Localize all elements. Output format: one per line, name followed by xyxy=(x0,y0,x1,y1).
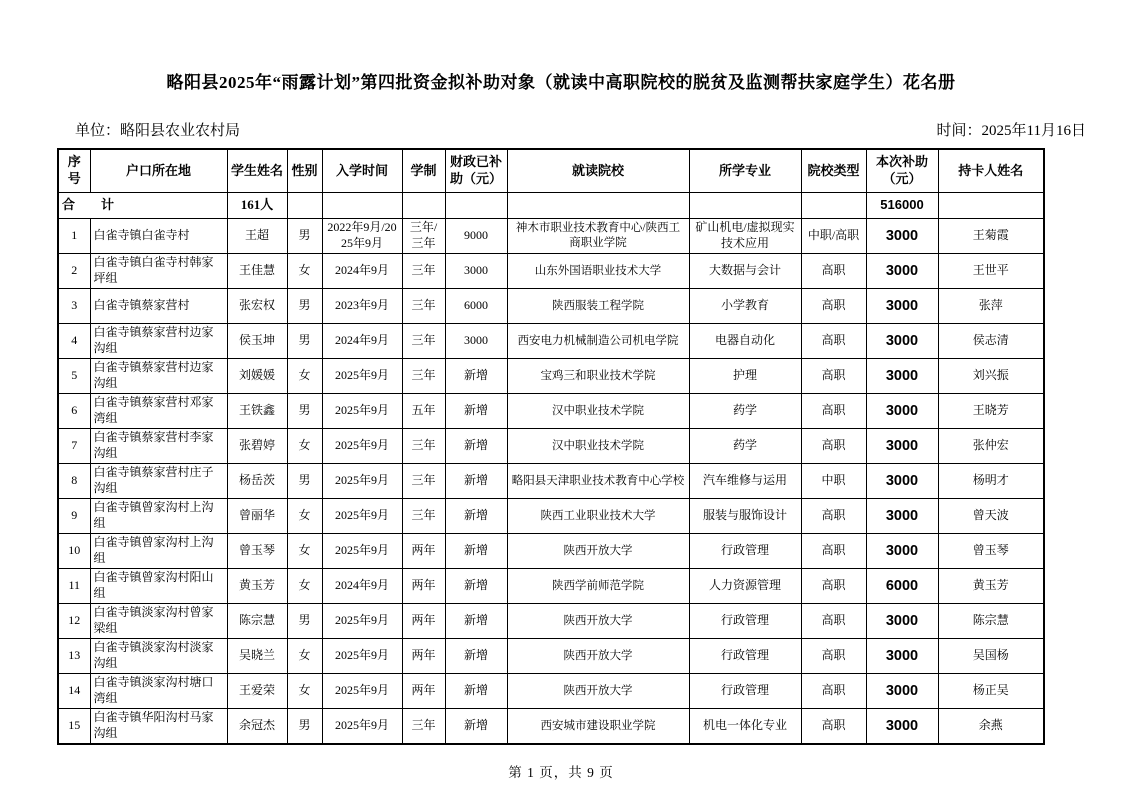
table-row xyxy=(58,464,1044,499)
cell-school: 山东外国语职业技术大学 xyxy=(507,254,689,289)
cell-gender: 女 xyxy=(287,569,322,604)
cell-enroll-date: 2022年9月/2025年9月 xyxy=(322,219,402,254)
cell-seq: 2 xyxy=(58,254,90,289)
cell-gender: 男 xyxy=(287,324,322,359)
cell-major: 行政管理 xyxy=(689,604,801,639)
table-row xyxy=(58,324,1044,359)
cell-gender: 男 xyxy=(287,709,322,745)
cell-school-type: 高职 xyxy=(801,674,866,709)
cell-duration: 两年 xyxy=(402,604,445,639)
header-school-type: 院校类型 xyxy=(801,149,866,193)
cell-major: 汽车维修与运用 xyxy=(689,464,801,499)
page-number: 第 1 页，共 9 页 xyxy=(508,765,614,780)
cell-cardholder: 侯志清 xyxy=(938,324,1044,359)
header-enroll-date: 入学时间 xyxy=(322,149,402,193)
cell-prior-subsidy: 新增 xyxy=(445,429,507,464)
unit-label: 单位：略阳县农业农村局 xyxy=(75,123,241,139)
cell-enroll-date: 2025年9月 xyxy=(322,359,402,394)
cell-residence: 白雀寺镇华阳沟村马家沟组 xyxy=(90,709,227,745)
cell-residence: 白雀寺镇蔡家营村边家沟组 xyxy=(90,324,227,359)
meta-row xyxy=(75,119,1086,140)
cell-duration: 三年 xyxy=(402,429,445,464)
header-cardholder: 持卡人姓名 xyxy=(938,149,1044,193)
cell-major: 药学 xyxy=(689,394,801,429)
table-row xyxy=(58,219,1044,254)
cell-school-type: 高职 xyxy=(801,604,866,639)
cell-duration: 三年 xyxy=(402,254,445,289)
cell-major: 人力资源管理 xyxy=(689,569,801,604)
cell-school-type: 中职/高职 xyxy=(801,219,866,254)
cell-school: 陕西服装工程学院 xyxy=(507,289,689,324)
cell-duration: 三年 xyxy=(402,359,445,394)
cell-school: 汉中职业技术学院 xyxy=(507,394,689,429)
cell-school-type: 高职 xyxy=(801,289,866,324)
cell-cardholder: 张萍 xyxy=(938,289,1044,324)
cell-duration: 两年 xyxy=(402,569,445,604)
cell-school: 西安电力机械制造公司机电学院 xyxy=(507,324,689,359)
cell-seq: 1 xyxy=(58,219,90,254)
table-row xyxy=(58,289,1044,324)
summary-row xyxy=(58,193,1044,219)
header-residence: 户口所在地 xyxy=(90,149,227,193)
cell-school: 陕西学前师范学院 xyxy=(507,569,689,604)
cell-subsidy: 3000 xyxy=(866,324,938,359)
cell-enroll-date: 2025年9月 xyxy=(322,674,402,709)
summary-empty xyxy=(445,193,507,219)
cell-school-type: 高职 xyxy=(801,569,866,604)
cell-gender: 男 xyxy=(287,394,322,429)
cell-major: 行政管理 xyxy=(689,674,801,709)
header-subsidy: 本次补助（元） xyxy=(866,149,938,193)
cell-duration: 五年 xyxy=(402,394,445,429)
cell-enroll-date: 2025年9月 xyxy=(322,604,402,639)
cell-duration: 三年 xyxy=(402,324,445,359)
cell-prior-subsidy: 新增 xyxy=(445,499,507,534)
cell-subsidy: 3000 xyxy=(866,604,938,639)
cell-student-name: 张碧婷 xyxy=(227,429,287,464)
cell-residence: 白雀寺镇淡家沟村淡家沟组 xyxy=(90,639,227,674)
cell-prior-subsidy: 新增 xyxy=(445,709,507,745)
cell-school-type: 高职 xyxy=(801,394,866,429)
cell-cardholder: 吴国杨 xyxy=(938,639,1044,674)
cell-subsidy: 3000 xyxy=(866,639,938,674)
cell-cardholder: 杨正吴 xyxy=(938,674,1044,709)
cell-school: 陕西工业职业技术大学 xyxy=(507,499,689,534)
cell-major: 大数据与会计 xyxy=(689,254,801,289)
cell-prior-subsidy: 新增 xyxy=(445,569,507,604)
cell-school: 神木市职业技术教育中心/陕西工商职业学院 xyxy=(507,219,689,254)
cell-prior-subsidy: 新增 xyxy=(445,359,507,394)
cell-school-type: 高职 xyxy=(801,709,866,745)
cell-residence: 白雀寺镇白雀寺村 xyxy=(90,219,227,254)
cell-gender: 女 xyxy=(287,674,322,709)
cell-student-name: 杨岳茨 xyxy=(227,464,287,499)
cell-subsidy: 3000 xyxy=(866,499,938,534)
cell-seq: 7 xyxy=(58,429,90,464)
cell-major: 服装与服饰设计 xyxy=(689,499,801,534)
cell-duration: 两年 xyxy=(402,534,445,569)
cell-enroll-date: 2024年9月 xyxy=(322,254,402,289)
summary-total: 516000 xyxy=(866,193,938,219)
header-prior-subsidy: 财政已补助（元） xyxy=(445,149,507,193)
cell-school-type: 高职 xyxy=(801,639,866,674)
header-gender: 性别 xyxy=(287,149,322,193)
summary-count: 161人 xyxy=(227,193,287,219)
cell-subsidy: 3000 xyxy=(866,709,938,745)
table-row xyxy=(58,604,1044,639)
table-row xyxy=(58,394,1044,429)
cell-student-name: 侯玉坤 xyxy=(227,324,287,359)
cell-subsidy: 3000 xyxy=(866,394,938,429)
cell-student-name: 王铁鑫 xyxy=(227,394,287,429)
cell-seq: 6 xyxy=(58,394,90,429)
cell-enroll-date: 2025年9月 xyxy=(322,499,402,534)
table-row xyxy=(58,359,1044,394)
cell-school: 陕西开放大学 xyxy=(507,604,689,639)
cell-seq: 10 xyxy=(58,534,90,569)
cell-student-name: 曾丽华 xyxy=(227,499,287,534)
cell-school: 汉中职业技术学院 xyxy=(507,429,689,464)
cell-cardholder: 刘兴振 xyxy=(938,359,1044,394)
cell-student-name: 王佳慧 xyxy=(227,254,287,289)
cell-student-name: 陈宗慧 xyxy=(227,604,287,639)
cell-residence: 白雀寺镇曾家沟村阳山组 xyxy=(90,569,227,604)
cell-school-type: 高职 xyxy=(801,254,866,289)
cell-school-type: 高职 xyxy=(801,324,866,359)
cell-major: 小学教育 xyxy=(689,289,801,324)
cell-cardholder: 王晓芳 xyxy=(938,394,1044,429)
cell-enroll-date: 2023年9月 xyxy=(322,289,402,324)
cell-seq: 12 xyxy=(58,604,90,639)
cell-school: 陕西开放大学 xyxy=(507,639,689,674)
cell-subsidy: 3000 xyxy=(866,674,938,709)
cell-student-name: 余冠杰 xyxy=(227,709,287,745)
table-row xyxy=(58,569,1044,604)
cell-seq: 5 xyxy=(58,359,90,394)
cell-seq: 13 xyxy=(58,639,90,674)
cell-prior-subsidy: 新增 xyxy=(445,604,507,639)
cell-school: 陕西开放大学 xyxy=(507,534,689,569)
cell-gender: 女 xyxy=(287,254,322,289)
cell-school-type: 高职 xyxy=(801,499,866,534)
cell-prior-subsidy: 新增 xyxy=(445,394,507,429)
summary-empty xyxy=(938,193,1044,219)
cell-enroll-date: 2025年9月 xyxy=(322,639,402,674)
cell-school: 西安城市建设职业学院 xyxy=(507,709,689,745)
cell-enroll-date: 2024年9月 xyxy=(322,324,402,359)
cell-school: 略阳县天津职业技术教育中心学校 xyxy=(507,464,689,499)
cell-gender: 男 xyxy=(287,219,322,254)
cell-major: 行政管理 xyxy=(689,534,801,569)
cell-prior-subsidy: 3000 xyxy=(445,254,507,289)
cell-prior-subsidy: 新增 xyxy=(445,674,507,709)
cell-duration: 三年/三年 xyxy=(402,219,445,254)
cell-duration: 两年 xyxy=(402,639,445,674)
cell-gender: 女 xyxy=(287,429,322,464)
date-label: 时间：2025年11月16日 xyxy=(936,123,1086,139)
header-school: 就读院校 xyxy=(507,149,689,193)
cell-duration: 三年 xyxy=(402,289,445,324)
cell-major: 矿山机电/虚拟现实技术应用 xyxy=(689,219,801,254)
table-row xyxy=(58,674,1044,709)
summary-empty xyxy=(402,193,445,219)
cell-cardholder: 曾玉琴 xyxy=(938,534,1044,569)
table-row xyxy=(58,639,1044,674)
cell-duration: 三年 xyxy=(402,709,445,745)
cell-student-name: 王爱荣 xyxy=(227,674,287,709)
cell-residence: 白雀寺镇蔡家营村庄子沟组 xyxy=(90,464,227,499)
summary-label: 合 计 xyxy=(58,193,227,219)
header-student-name: 学生姓名 xyxy=(227,149,287,193)
table-row xyxy=(58,534,1044,569)
cell-major: 机电一体化专业 xyxy=(689,709,801,745)
cell-residence: 白雀寺镇曾家沟村上沟组 xyxy=(90,534,227,569)
cell-gender: 男 xyxy=(287,289,322,324)
cell-cardholder: 曾天波 xyxy=(938,499,1044,534)
table-header-row xyxy=(58,149,1044,193)
summary-empty xyxy=(507,193,689,219)
cell-enroll-date: 2025年9月 xyxy=(322,534,402,569)
cell-cardholder: 余燕 xyxy=(938,709,1044,745)
cell-residence: 白雀寺镇蔡家营村边家沟组 xyxy=(90,359,227,394)
cell-enroll-date: 2024年9月 xyxy=(322,569,402,604)
cell-subsidy: 3000 xyxy=(866,359,938,394)
cell-cardholder: 王菊霞 xyxy=(938,219,1044,254)
cell-cardholder: 黄玉芳 xyxy=(938,569,1044,604)
header-duration: 学制 xyxy=(402,149,445,193)
cell-major: 行政管理 xyxy=(689,639,801,674)
cell-subsidy: 3000 xyxy=(866,219,938,254)
header-seq: 序号 xyxy=(58,149,90,193)
cell-enroll-date: 2025年9月 xyxy=(322,709,402,745)
cell-prior-subsidy: 新增 xyxy=(445,464,507,499)
cell-school: 宝鸡三和职业技术学院 xyxy=(507,359,689,394)
cell-subsidy: 3000 xyxy=(866,254,938,289)
cell-cardholder: 张仲宏 xyxy=(938,429,1044,464)
summary-empty xyxy=(689,193,801,219)
cell-cardholder: 王世平 xyxy=(938,254,1044,289)
cell-seq: 9 xyxy=(58,499,90,534)
cell-seq: 8 xyxy=(58,464,90,499)
cell-major: 护理 xyxy=(689,359,801,394)
cell-gender: 男 xyxy=(287,604,322,639)
cell-student-name: 黄玉芳 xyxy=(227,569,287,604)
cell-prior-subsidy: 9000 xyxy=(445,219,507,254)
cell-subsidy: 3000 xyxy=(866,464,938,499)
page-title: 略阳县2025年“雨露计划”第四批资金拟补助对象（就读中高职院校的脱贫及监测帮扶家庭学生）花名册 xyxy=(166,73,956,92)
summary-empty xyxy=(322,193,402,219)
cell-cardholder: 陈宗慧 xyxy=(938,604,1044,639)
cell-seq: 11 xyxy=(58,569,90,604)
table-row xyxy=(58,429,1044,464)
cell-student-name: 张宏权 xyxy=(227,289,287,324)
cell-student-name: 刘媛媛 xyxy=(227,359,287,394)
cell-gender: 女 xyxy=(287,534,322,569)
cell-duration: 两年 xyxy=(402,674,445,709)
cell-seq: 14 xyxy=(58,674,90,709)
cell-seq: 15 xyxy=(58,709,90,745)
cell-student-name: 吴晓兰 xyxy=(227,639,287,674)
cell-student-name: 王超 xyxy=(227,219,287,254)
roster-table xyxy=(57,148,1045,745)
header-major: 所学专业 xyxy=(689,149,801,193)
cell-school-type: 高职 xyxy=(801,534,866,569)
cell-residence: 白雀寺镇曾家沟村上沟组 xyxy=(90,499,227,534)
table-row xyxy=(58,709,1044,745)
cell-gender: 女 xyxy=(287,639,322,674)
cell-school-type: 高职 xyxy=(801,429,866,464)
cell-gender: 女 xyxy=(287,499,322,534)
cell-prior-subsidy: 新增 xyxy=(445,639,507,674)
cell-school-type: 高职 xyxy=(801,359,866,394)
cell-enroll-date: 2025年9月 xyxy=(322,429,402,464)
cell-enroll-date: 2025年9月 xyxy=(322,464,402,499)
cell-residence: 白雀寺镇蔡家营村 xyxy=(90,289,227,324)
cell-gender: 男 xyxy=(287,464,322,499)
cell-residence: 白雀寺镇蔡家营村李家沟组 xyxy=(90,429,227,464)
summary-empty xyxy=(801,193,866,219)
cell-prior-subsidy: 新增 xyxy=(445,534,507,569)
cell-subsidy: 3000 xyxy=(866,289,938,324)
cell-major: 电器自动化 xyxy=(689,324,801,359)
cell-residence: 白雀寺镇白雀寺村韩家坪组 xyxy=(90,254,227,289)
cell-prior-subsidy: 6000 xyxy=(445,289,507,324)
cell-enroll-date: 2025年9月 xyxy=(322,394,402,429)
cell-major: 药学 xyxy=(689,429,801,464)
cell-residence: 白雀寺镇淡家沟村塘口湾组 xyxy=(90,674,227,709)
summary-empty xyxy=(287,193,322,219)
cell-subsidy: 6000 xyxy=(866,569,938,604)
table-row xyxy=(58,499,1044,534)
table-row xyxy=(58,254,1044,289)
cell-cardholder: 杨明才 xyxy=(938,464,1044,499)
cell-residence: 白雀寺镇淡家沟村曾家梁组 xyxy=(90,604,227,639)
cell-subsidy: 3000 xyxy=(866,534,938,569)
cell-student-name: 曾玉琴 xyxy=(227,534,287,569)
cell-residence: 白雀寺镇蔡家营村邓家湾组 xyxy=(90,394,227,429)
cell-duration: 三年 xyxy=(402,499,445,534)
cell-gender: 女 xyxy=(287,359,322,394)
cell-prior-subsidy: 3000 xyxy=(445,324,507,359)
cell-seq: 3 xyxy=(58,289,90,324)
cell-school: 陕西开放大学 xyxy=(507,674,689,709)
cell-school-type: 中职 xyxy=(801,464,866,499)
cell-subsidy: 3000 xyxy=(866,429,938,464)
cell-seq: 4 xyxy=(58,324,90,359)
cell-duration: 三年 xyxy=(402,464,445,499)
